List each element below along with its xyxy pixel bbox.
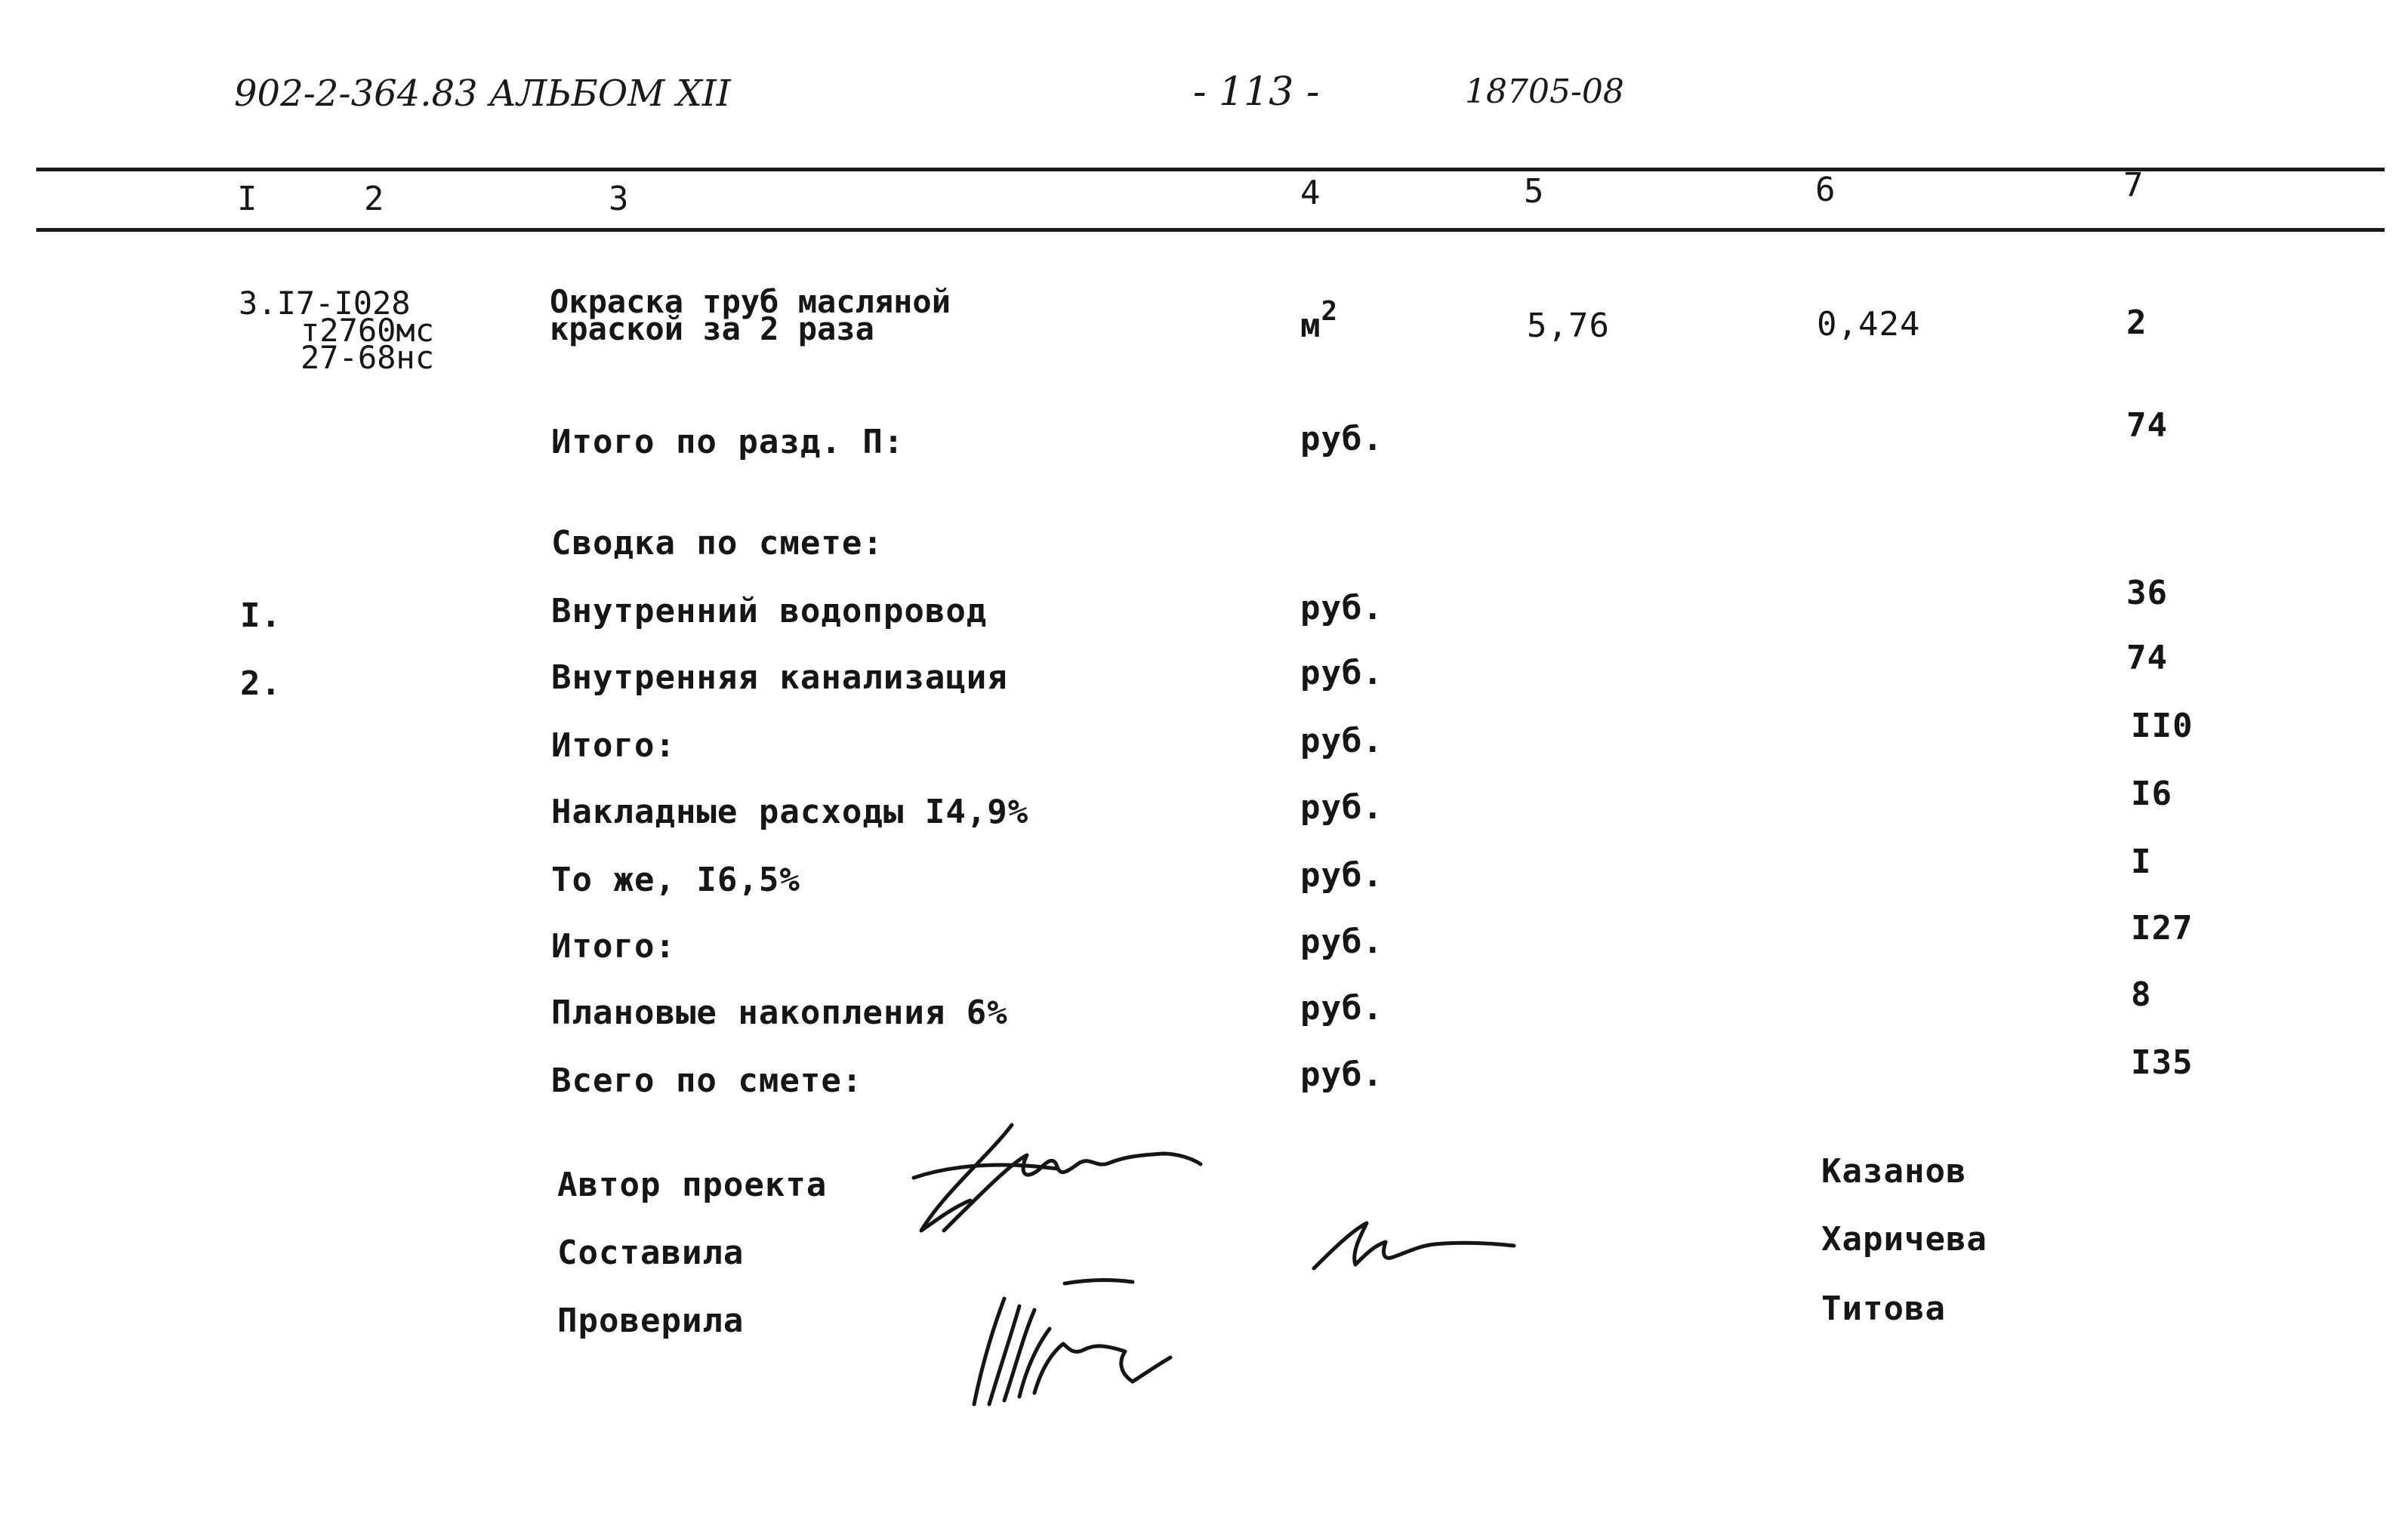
section-total-label: Итого по разд. П: xyxy=(551,423,905,461)
signature-role-author: Автор проекта xyxy=(557,1166,828,1204)
document-code: 902-2-364.83 АЛЬБОМ XII xyxy=(234,72,731,115)
summary-row-label: Итого: xyxy=(551,726,676,765)
summary-row-unit: руб. xyxy=(1300,856,1383,895)
checker-signature-icon xyxy=(929,1261,1216,1419)
summary-row-value: 36 xyxy=(2126,574,2168,612)
item-unit-price: 0,424 xyxy=(1817,305,1921,344)
signature-name-checker: Титова xyxy=(1821,1290,1946,1328)
column-header-6: 6 xyxy=(1815,171,1836,209)
summary-row-value: I6 xyxy=(2131,775,2172,813)
item-quantity: 5,76 xyxy=(1527,307,1610,345)
summary-row-number: I. xyxy=(240,596,282,635)
summary-row-unit: руб. xyxy=(1300,1055,1383,1094)
section-total-unit: руб. xyxy=(1300,420,1383,458)
summary-row-label: Плановые накопления 6% xyxy=(551,994,1008,1032)
item-description-line-1: Окраска труб масляной xyxy=(550,283,951,320)
summary-row-value: II0 xyxy=(2131,707,2194,745)
summary-row-value: I xyxy=(2131,843,2152,881)
summary-row-label: Итого: xyxy=(551,927,676,966)
column-header-7: 7 xyxy=(2123,166,2144,205)
column-header-5: 5 xyxy=(1524,172,1545,211)
item-unit xyxy=(1300,296,1339,345)
signature-name-compiler: Харичева xyxy=(1821,1220,1987,1259)
summary-row-unit: руб. xyxy=(1300,722,1383,760)
column-header-3: 3 xyxy=(609,180,630,218)
item-code-labour: т2760мс xyxy=(301,312,435,349)
item-total: 2 xyxy=(2126,304,2147,342)
item-unit-base: м xyxy=(1300,307,1321,345)
summary-row-unit: руб. xyxy=(1300,589,1383,627)
summary-row-value: I27 xyxy=(2131,909,2194,948)
item-unit-exponent: 2 xyxy=(1321,296,1339,327)
item-description-line-2: краской за 2 раза xyxy=(550,310,874,347)
header-bottom-rule xyxy=(36,228,2385,232)
page-number: - 113 - xyxy=(1193,69,1320,115)
author-signature-icon xyxy=(899,1110,1231,1261)
summary-row-label: Внутренний водопровод xyxy=(551,592,988,630)
signature-name-author: Казанов xyxy=(1821,1152,1967,1191)
summary-row-value: 8 xyxy=(2131,975,2152,1014)
column-header-1: I xyxy=(237,180,258,218)
item-code: 3.I7-I028 xyxy=(239,285,411,322)
signature-role-compiler: Составила xyxy=(557,1234,745,1272)
summary-row-unit: руб. xyxy=(1300,989,1383,1028)
archive-number: 18705-08 xyxy=(1465,72,1624,111)
summary-row-label: Внутренняя канализация xyxy=(551,658,1008,697)
item-code-norm: 27-68нс xyxy=(301,339,435,376)
summary-row-label: Всего по смете: xyxy=(551,1062,863,1100)
section-total-value: 74 xyxy=(2126,406,2168,445)
header-top-rule xyxy=(36,168,2385,171)
summary-row-label: То же, I6,5% xyxy=(551,861,800,899)
summary-row-number: 2. xyxy=(240,664,282,703)
column-header-2: 2 xyxy=(364,180,385,218)
summary-row-unit: руб. xyxy=(1300,788,1383,827)
column-header-4: 4 xyxy=(1300,174,1321,212)
signature-role-checker: Проверила xyxy=(557,1302,745,1340)
summary-row-value: I35 xyxy=(2131,1043,2194,1082)
summary-row-label: Накладные расходы I4,9% xyxy=(551,793,1029,831)
summary-title: Сводка по смете: xyxy=(551,524,883,562)
summary-row-unit: руб. xyxy=(1300,654,1383,692)
compiler-signature-icon xyxy=(1299,1200,1525,1291)
summary-row-unit: руб. xyxy=(1300,923,1383,961)
summary-row-value: 74 xyxy=(2126,639,2168,677)
